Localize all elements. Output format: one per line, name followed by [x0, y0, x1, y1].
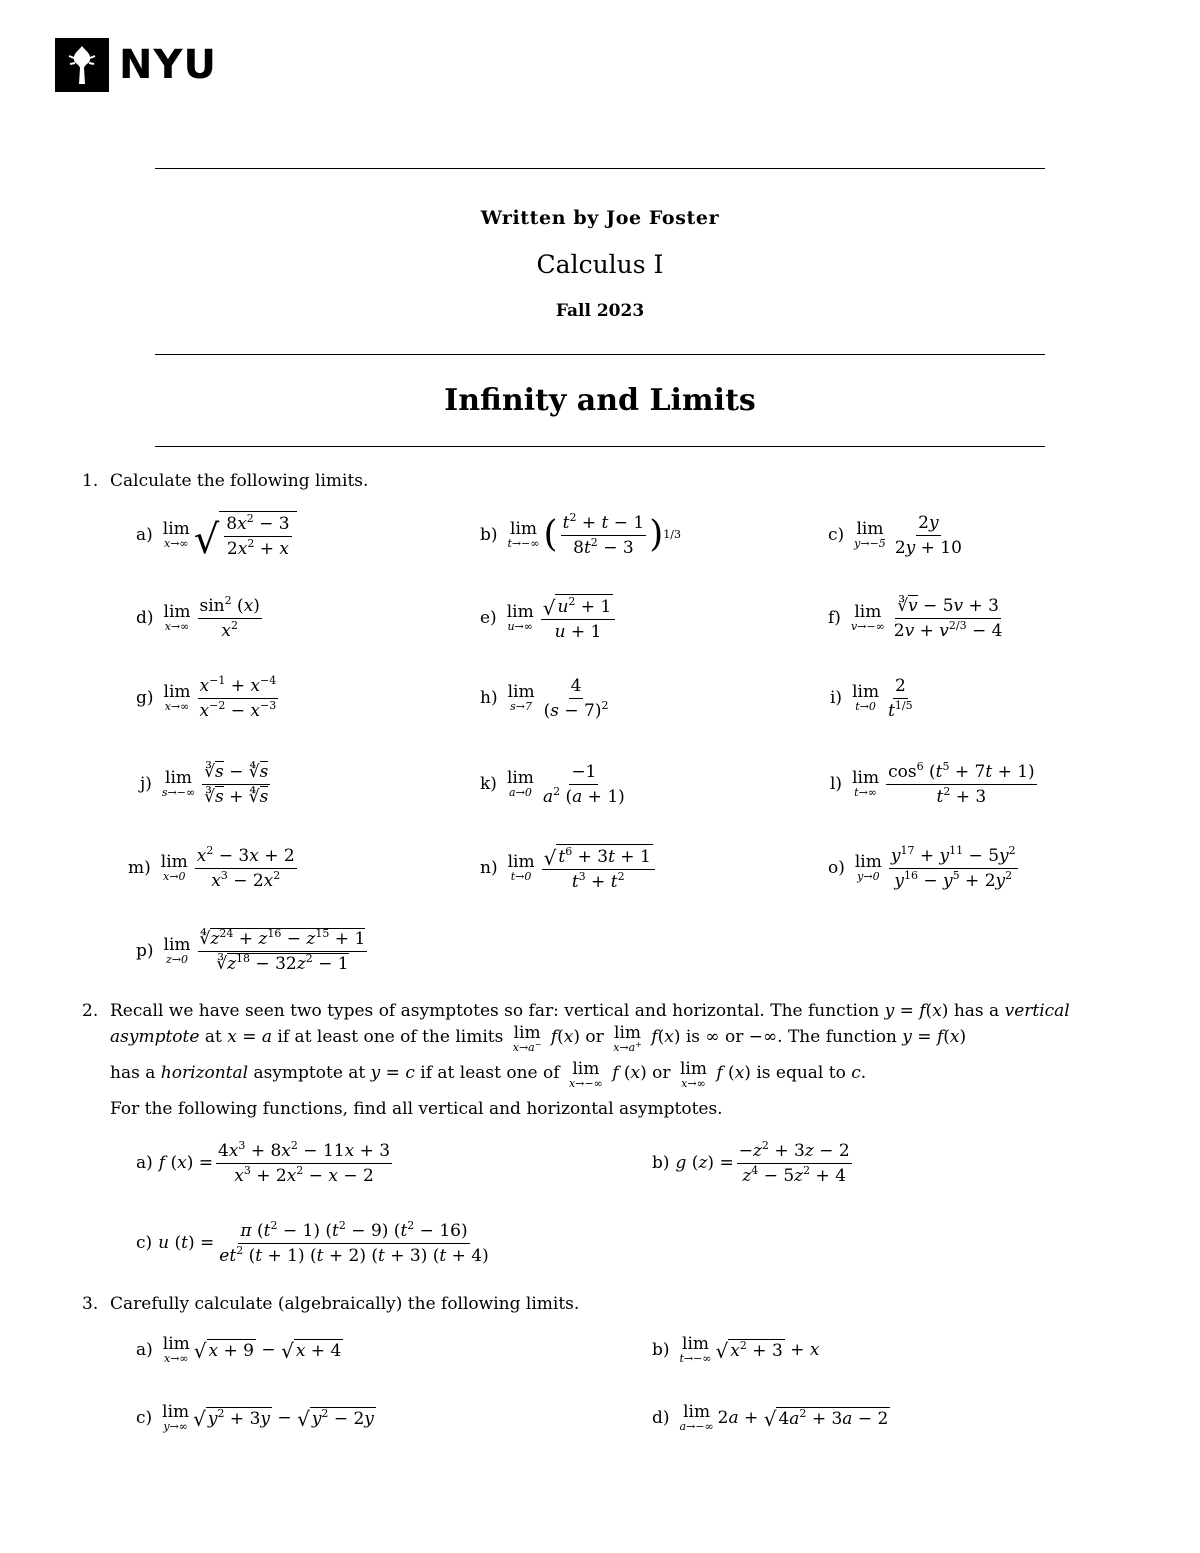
course-name: Calculus I [536, 250, 664, 279]
page-title: Infinity and Limits [444, 383, 756, 418]
question-text: Carefully calculate (algebraically) the following limits. [110, 1294, 580, 1314]
problem-2c: c) u ( t ) = $\frac{\pi (t^2 - 1) (t^2 - 9) (t^2 - 16)}{et^2 (t + 1) (t + 2) (t + 3) (t + 4)}$ [136, 1218, 489, 1266]
problem-3c: c) lim y→∞ √ $y^2 + 3y$ − √ $y^2 - 2y$ [136, 1402, 374, 1433]
problem-1e: e) lim u→∞ √ $u^2 + 1$ u + 1 [480, 590, 618, 646]
problem-1n: n) lim t→0 √ $t^6 + 3t + 1$ $t^3 + t^2$ [480, 840, 658, 896]
problem-1a: a) lim x→∞ √ $\frac{8x^2 - 3}{2x^2 + x}$ [136, 505, 297, 565]
question-text: Recall we have seen two types of asymptotes so far: vertical and horizontal. The function y = f(x) has a vertical asymptote at x = a if at least one of the limits lim x→a− f(x) or lim x→a+ f(x) is ∞ or −∞. The function y = f(x) has a horizontal asymptote at y = c if at least one of lim x→−∞ f (x) or lim x→∞ f (x) is equal to c. For the following functions, find all vertical and horizontal asymptotes. [110, 1001, 1070, 1119]
question-number: 1. [82, 471, 99, 491]
problem-1l: l) lim t→∞ $\frac{\cos^6 (t^5 + 7t + 1)}{t^2 + 3}$ [830, 759, 1035, 807]
problem-1c: c) lim y→−5 $\frac{2y}{2y + 10}$ [828, 512, 962, 558]
divider [155, 168, 1045, 169]
author-line: Written by Joe Foster [480, 207, 720, 229]
problem-1h: h) lim s→7 $\frac{4}{(s - 7)^2}$ [480, 675, 609, 721]
problem-3a: a) lim x→∞ √ x + 9 − √ x + 4 [136, 1334, 342, 1365]
problem-1b: b) lim t→−∞ ( $\frac{t^2 + t - 1}{8t^2 - 3}$ ) 1/3 [480, 510, 681, 558]
torch-icon [55, 38, 109, 92]
problem-1d: d) lim x→∞ $\frac{\sin^2 (x)}{x^2}$ [136, 593, 260, 641]
problem-1i: i) lim t→0 $\frac{2}{t^{1/5}}$ [830, 675, 913, 721]
question-number: 3. [82, 1294, 99, 1314]
divider [155, 354, 1045, 355]
problem-3d: d) lim a→−∞ 2 a + √ $4a^2 + 3a - 2$ [652, 1402, 889, 1433]
logo-text: NYU [119, 42, 217, 88]
problem-2b: b) g ( z ) = $\frac{-z^2 + 3z - 2}{z^4 - 5z^2 + 4}$ [652, 1138, 850, 1186]
divider [155, 446, 1045, 447]
problem-1m: m) lim x→0 $\frac{x^2 - 3x + 2}{x^3 - 2x^2}$ [128, 843, 295, 891]
problem-1p: p) lim z→0 $\frac{∜z^{24} + z^{16} - z^{15} + 1}{∛z^{18} - 32z^2 - 1}$ [136, 926, 366, 974]
problem-2a: a) f ( x ) = $\frac{4x^3 + 8x^2 - 11x + 3}{x^3 + 2x^2 - x - 2}$ [136, 1138, 391, 1186]
problem-1o: o) lim y→0 $\frac{y^{17} + y^{11} - 5y^2}{y^{16} - y^5 + 2y^2}$ [828, 843, 1016, 891]
problem-1f: f) lim v→−∞ $\frac{∛v - 5v + 3}{2v + v^{2/3} - 4}$ [828, 595, 1003, 641]
nyu-logo [55, 38, 217, 92]
problem-1g: g) lim x→∞ $\frac{x^{-1} + x^{-4}}{x^{-2} - x^{-3}}$ [136, 673, 277, 721]
problem-1j: j) lim s→−∞ $\frac{∛s - ∜s}{∛s + ∜s}$ [140, 761, 269, 807]
question-text: Calculate the following limits. [110, 471, 369, 491]
problem-1k: k) lim a→0 $\frac{-1}{a^2 (a + 1)}$ [480, 761, 625, 807]
question-number: 2. [82, 1001, 99, 1021]
term: Fall 2023 [555, 301, 645, 321]
problem-3b: b) lim t→−∞ √ $x^2 + 3$ + x [652, 1334, 820, 1365]
